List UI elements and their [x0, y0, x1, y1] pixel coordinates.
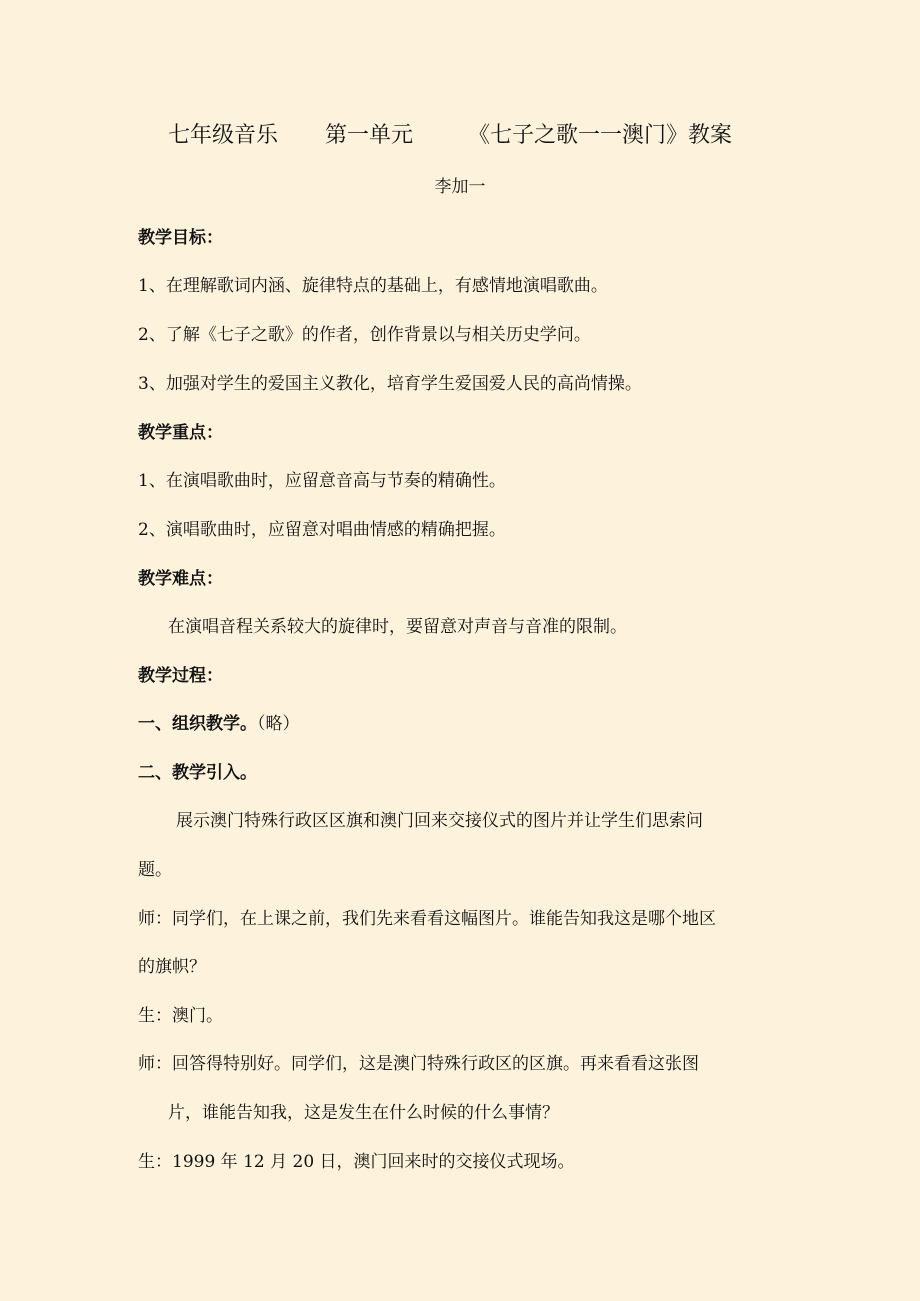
objective-item: 2、了解《七子之歌》的作者，创作背景以与相关历史学问。	[138, 325, 591, 345]
step-organize	[138, 709, 300, 734]
dialogue-teacher-cont: 的旗帜？	[138, 957, 206, 977]
dialogue-teacher: 师：回答得特别好。同学们，这是澳门特殊行政区的区旗。再来看看这张图	[138, 1054, 699, 1074]
difficulty-text: 在演唱音程关系较大的旋律时，要留意对声音与音准的限制。	[168, 617, 627, 637]
objective-item: 1、在理解歌词内涵、旋律特点的基础上，有感情地演唱歌曲。	[138, 276, 608, 296]
intro-paragraph-line: 展示澳门特殊行政区区旗和澳门回来交接仪式的图片并让学生们思索问	[176, 811, 703, 831]
process-heading: 教学过程：	[138, 666, 223, 686]
key-point-item: 1、在演唱歌曲时，应留意音高与节奏的精确性。	[138, 471, 506, 491]
objective-item: 3、加强对学生的爱国主义教化，培育学生爱国爱人民的高尚情操。	[138, 374, 642, 394]
step-organize-label: 一、组织教学。	[138, 714, 257, 734]
author-name: 李加一	[434, 177, 486, 197]
step-intro-heading: 二、教学引入。	[138, 763, 257, 783]
key-points-heading: 教学重点：	[138, 423, 223, 443]
step-organize-note: （略）	[257, 714, 300, 734]
title-lesson: 《七子之歌一一澳门》教案	[468, 123, 733, 148]
title-unit: 第一单元	[325, 123, 414, 148]
objectives-heading: 教学目标：	[138, 228, 223, 248]
dialogue-student: 生：澳门。	[138, 1006, 223, 1026]
dialogue-teacher: 师：同学们，在上课之前，我们先来看看这幅图片。谁能告知我这是哪个地区	[138, 909, 716, 929]
intro-paragraph-line: 题。	[138, 860, 172, 880]
document-title	[0, 118, 920, 158]
dialogue-teacher-cont: 片，谁能告知我，这是发生在什么时候的什么事情？	[168, 1103, 559, 1123]
key-point-item: 2、演唱歌曲时，应留意对唱曲情感的精确把握。	[138, 520, 506, 540]
title-grade-subject: 七年级音乐	[168, 123, 279, 148]
difficulty-heading: 教学难点：	[138, 569, 223, 589]
dialogue-student: 生：1999 年 12 月 20 日，澳门回来时的交接仪式现场。	[138, 1152, 575, 1172]
